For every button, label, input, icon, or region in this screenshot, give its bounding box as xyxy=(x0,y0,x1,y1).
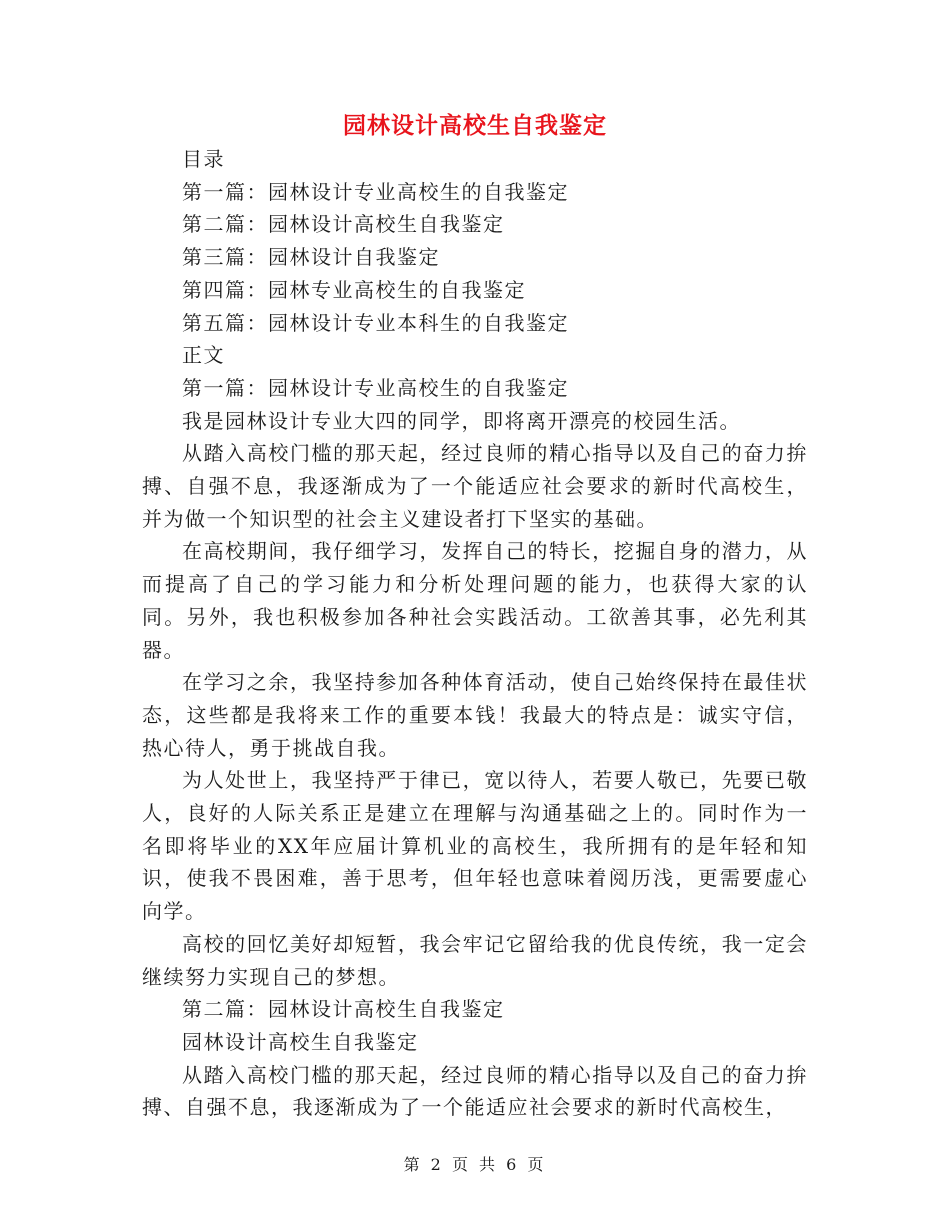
paragraph: 从踏入高校门槛的那天起，经过良师的精心指导以及自己的奋力拚搏、自强不息，我逐渐成为了一个能适应社会要求的新时代高校生，并为做一个知识型的社会主义建设者打下坚实的基础。 xyxy=(142,441,808,531)
paragraph: 在高校期间，我仔细学习，发挥自己的特长，挖掘自身的潜力，从而提高了自己的学习能力和分析处理问题的能力，也获得大家的认同。另外，我也积极参加各种社会实践活动。工欲善其事，必先利其器。 xyxy=(142,539,808,662)
paragraph: 我是园林设计专业大四的同学，即将离开漂亮的校园生活。 xyxy=(182,408,741,433)
paragraph: 高校的回忆美好却短暂，我会牢记它留给我的优良传统，我一定会继续努力实现自己的梦想。 xyxy=(142,931,808,989)
toc-item-4: 第四篇：园林专业高校生的自我鉴定 xyxy=(182,277,526,302)
document-title: 园林设计高校生自我鉴定 xyxy=(343,112,607,139)
toc-heading: 目录 xyxy=(182,147,225,171)
body-heading: 正文 xyxy=(182,343,225,368)
paragraph: 在学习之余，我坚持参加各种体育活动，使自己始终保持在最佳状态，这些都是我将来工作的重要本钱！我最大的特点是：诚实守信，热心待人，勇于挑战自我。 xyxy=(142,670,808,760)
section-heading-1: 第一篇：园林设计专业高校生的自我鉴定 xyxy=(182,375,569,400)
document-body xyxy=(142,143,808,1124)
section-heading-2: 第二篇：园林设计高校生自我鉴定 xyxy=(182,997,505,1022)
section-subtitle: 园林设计高校生自我鉴定 xyxy=(182,1029,419,1054)
paragraph: 为人处世上，我坚持严于律已，宽以待人，若要人敬已，先要已敬人，良好的人际关系正是建立在理解与沟通基础之上的。同时作为一名即将毕业的XX年应届计算机业的高校生，我所拥有的是年轻和知识，使我不畏困难，善于思考，但年轻也意味着阅历浅，更需要虚心向学。 xyxy=(142,768,808,924)
toc-item-1: 第一篇：园林设计专业高校生的自我鉴定 xyxy=(182,179,569,204)
page-footer: 第 2 页 共 6 页 xyxy=(403,1155,547,1174)
toc-item-3: 第三篇：园林设计自我鉴定 xyxy=(182,245,440,270)
paragraph: 从踏入高校门槛的那天起，经过良师的精心指导以及自己的奋力拚搏、自强不息，我逐渐成为了一个能适应社会要求的新时代高校生， xyxy=(142,1062,808,1120)
toc-item-5: 第五篇：园林设计专业本科生的自我鉴定 xyxy=(182,310,569,335)
toc-item-2: 第二篇：园林设计高校生自我鉴定 xyxy=(182,212,505,237)
